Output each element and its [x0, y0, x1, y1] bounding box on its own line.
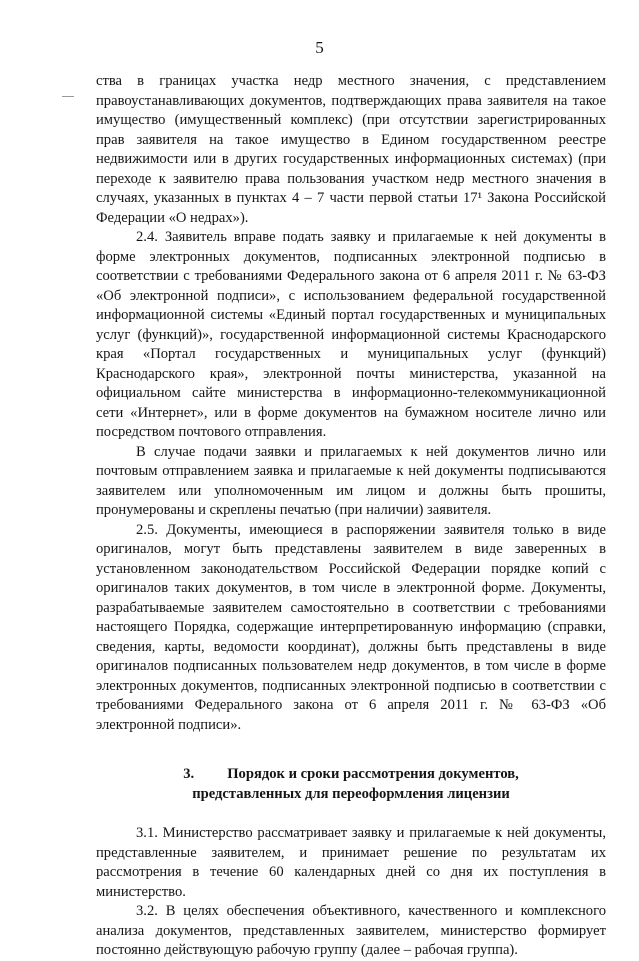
section-heading	[96, 765, 606, 804]
paragraph-2-5: 2.5. Документы, имеющиеся в распоряжении заявителя только в виде оригиналов, могут быть представлены заявителем в виде заверенных в установленном законодательством Российской Федерации порядке копий с оригиналов таких документов, в том числе в электронной форме. Документы, разрабатываемые заявителем самостоятельно в соответствии с требованиями настоящего Порядка, содержащие интерпретированную информацию (справки, сведения, карты, ведомости координат), должны быть представлены в виде оригиналов подписанных пользователем недр документов, в том числе в форме электронных документов, подписанных электронной подписью в соответствии с требованиями Федерального закона от 6 апреля 2011 г. № 63-ФЗ «Об электронной подписи».	[96, 521, 606, 733]
document-body	[96, 72, 606, 961]
paragraph-2-4: 2.4. Заявитель вправе подать заявку и прилагаемые к ней документы в форме электронных документов, подписанных электронной подписью в соответствии с требованиями Федерального закона от 6 апреля 2011 г. № 63-ФЗ «Об электронной подписи», с использованием федеральной государственной информационной системы «Единый портал государственных и муниципальных услуг (функций)», государственной информационной системы Краснодарского края «Портал государственных и муниципальных услуг (функций) Краснодарского края», электронной почты министерства, указанной на официальном сайте министерства в информационно-телекоммуникационной сети «Интернет», или в форме документов на бумажном носителе лично или посредством почтового отправления.	[96, 229, 606, 440]
paragraph-3-1: 3.1. Министерство рассматривает заявку и прилагаемые к ней документы, представленные заявителем, и принимает решение по результатам их рассмотрения в течение 60 календарных дней со дня их поступления в министерство.	[96, 825, 606, 900]
margin-mark	[62, 96, 74, 97]
section-number: 3.	[183, 766, 195, 782]
page-number: 5	[315, 38, 324, 57]
section-title-line1: Порядок и сроки рассмотрения документов,	[227, 766, 519, 782]
section-heading-line1	[96, 765, 606, 785]
paragraph-3-2: 3.2. В целях обеспечения объективного, качественного и комплексного анализа документов, представленных заявителем, министерство формирует постоянно действующую рабочую группу (далее – рабочая группа).	[96, 903, 606, 958]
paragraph-2-4-mail: В случае подачи заявки и прилагаемых к ней документов лично или почтовым отправлением заявка и прилагаемые к ней документы подписываются заявителем или уполномоченным им лицом и должны быть прошиты, пронумерованы и скреплены печатью (при наличии) заявителя.	[96, 443, 606, 518]
paragraph-continuation: ства в границах участка недр местного значения, с представлением правоустанавливающих документов, подтверждающих права заявителя на такое имущество (имущественный комплекс) (при отсутствии зарегистрированных прав заявителя на такое имущество в Едином государственном реестре недвижимости или в других государственных информационных системах) (при переходе к заявителю права пользования участком недр местного значения в случаях, указанных в пунктах 4 – 7 части первой статьи 17¹ Закона Российской Федерации «О недрах»).	[96, 73, 606, 226]
section-title-line2: представленных для переоформления лицензии	[192, 785, 510, 802]
